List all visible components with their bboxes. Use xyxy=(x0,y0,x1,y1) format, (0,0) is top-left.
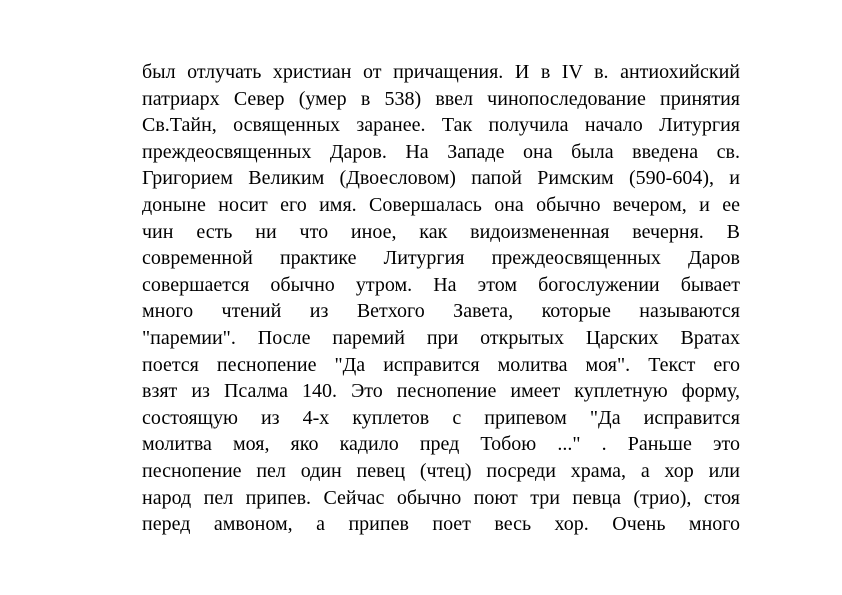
text-line: состоящую из 4-х куплетов с припевом "Да исправится xyxy=(142,406,740,429)
text-line: песнопение пел один певец (чтец) посреди храма, а хор или xyxy=(142,459,740,482)
text-line: доныне носит его имя. Совершалась она обычно вечером, и ее xyxy=(142,193,740,216)
text-line: современной практике Литургия преждеосвященных Даров xyxy=(142,247,740,270)
text-line: поется песнопение "Да исправится молитва моя". Текст его xyxy=(142,353,740,376)
text-line: взят из Псалма 140. Это песнопение имеет куплетную форму, xyxy=(142,380,740,403)
text-line: совершается обычно утром. На этом богослужении бывает xyxy=(142,273,740,296)
text-line: молитва моя, яко кадило пред Тобою ..." . Раньше это xyxy=(142,433,740,456)
text-line: Св.Тайн, освященных заранее. Так получила начало Литургия xyxy=(142,114,740,137)
text-line: был отлучать христиан от причащения. И в IV в. антиохийский xyxy=(142,61,740,83)
text-line: перед амвоном, а припев поет весь хор. Очень много xyxy=(142,513,740,536)
text-line: "паремии". После паремий при открытых Царских Вратах xyxy=(142,326,740,349)
text-line: много чтений из Ветхого Завета, которые называются xyxy=(142,300,740,323)
text-line: народ пел припев. Сейчас обычно поют три певца (трио), стоя xyxy=(142,486,740,509)
body-text xyxy=(142,59,740,538)
text-line: Григорием Великим (Двоесловом) папой Римским (590-604), и xyxy=(142,167,740,190)
text-line: патриарх Север (умер в 538) ввел чинопоследование принятия xyxy=(142,87,740,110)
text-line: чин есть ни что иное, как видоизмененная вечерня. В xyxy=(142,220,740,243)
text-line: преждеосвященных Даров. На Западе она была введена св. xyxy=(142,140,740,163)
